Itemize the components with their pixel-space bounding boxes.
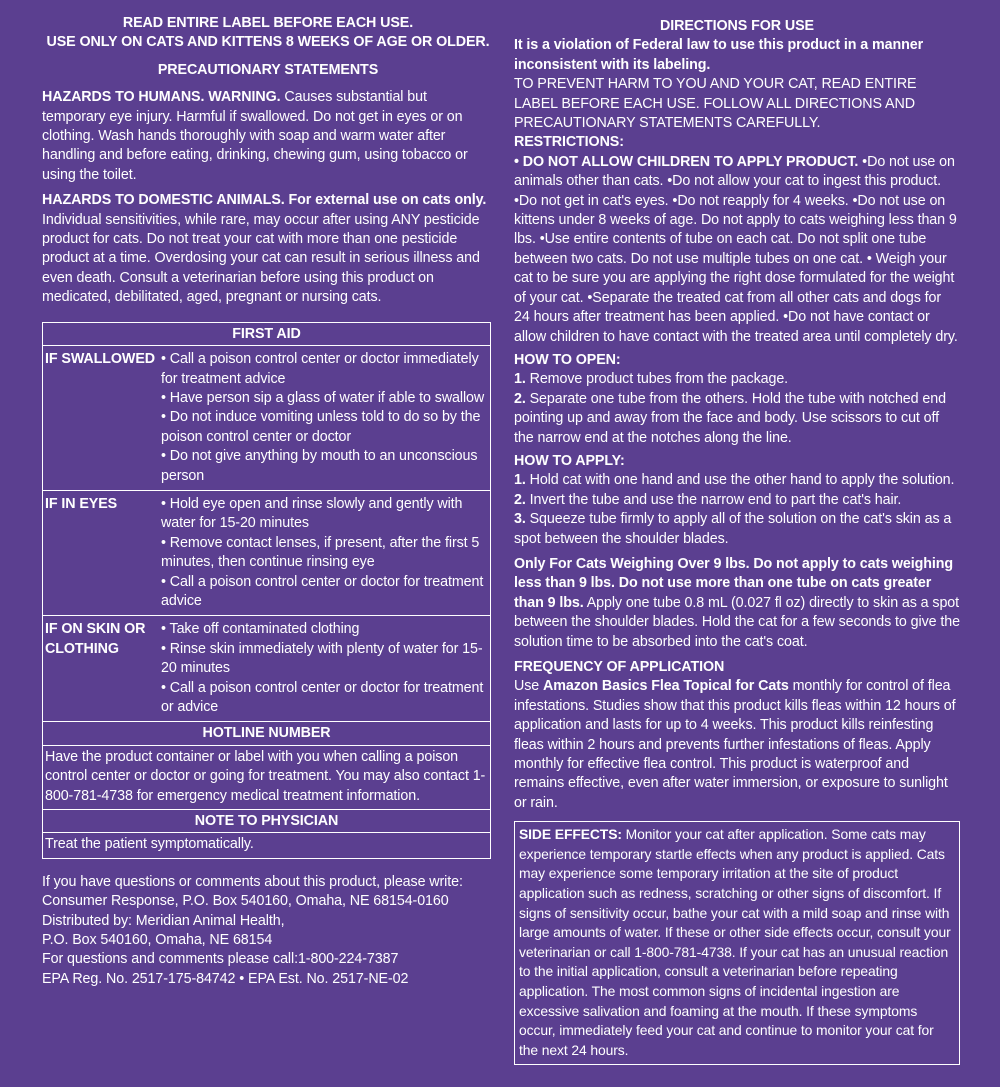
open-step-2	[514, 390, 960, 448]
first-aid-item: • Do not give anything by mouth to an unconscious person	[161, 448, 478, 484]
first-aid-row-swallowed	[43, 346, 490, 491]
first-aid-item: • Remove contact lenses, if present, after the first 5 minutes, then continue rinsing eye	[161, 534, 480, 571]
restrictions-lead: • DO NOT ALLOW CHILDREN TO APPLY PRODUCT.	[514, 153, 859, 170]
side-effects-box	[514, 821, 960, 1065]
hazards-humans-title: HAZARDS TO HUMANS. WARNING.	[42, 89, 281, 106]
apply-step-3	[514, 510, 960, 549]
frequency-body: monthly for control of flea infestations. Studies show that this product kills fleas within 12 hours of application and lasts for up to 4 weeks. This product kills reinfesting fleas within 2 hours and prevents further infestations of fleas. Apply monthly for effective flea control. This product is waterproof and remains effective, even after water immersion, or exposure to sunlight or rain.	[514, 678, 956, 811]
how-to-open-title: HOW TO OPEN:	[514, 351, 621, 368]
first-aid-item: • Call a poison control center or doctor for treatment advice	[161, 573, 484, 609]
step-text: Hold cat with one hand and use the other hand to apply the solution.	[525, 472, 955, 489]
directions-title: DIRECTIONS FOR USE	[660, 18, 814, 34]
left-footer	[42, 873, 494, 989]
step-text: Remove product tubes from the package.	[525, 371, 789, 388]
weight-instructions	[514, 555, 960, 652]
first-aid-label-swallowed: IF SWALLOWED	[45, 351, 155, 368]
first-aid-body-skin	[161, 616, 490, 721]
open-step-1	[514, 370, 960, 389]
how-to-apply-title: HOW TO APPLY:	[514, 452, 625, 469]
apply-step-1	[514, 471, 960, 490]
hotline-text: Have the product container or label with you when calling a poison control center or doctor or going for treatment. You may also contact 1-800-781-4738 for emergency medical treatment information.	[43, 746, 490, 810]
frequency-brand: Amazon Basics Flea Topical for Cats	[543, 678, 789, 695]
left-column	[42, 14, 494, 989]
hazards-humans-text: Causes substantial but temporary eye injury. Harmful if swallowed. Do not get in eyes or on clothing. Wash hands thoroughly with soap and warm water after handling and before eating, drinking, chewing gum, using tobacco or using the toilet.	[42, 89, 468, 183]
step-number: 3.	[514, 511, 526, 528]
hotline-title: HOTLINE NUMBER	[43, 722, 490, 745]
distributed-line-2: P.O. Box 540160, Omaha, NE 68154	[42, 932, 273, 949]
distributed-line-1: Distributed by: Meridian Animal Health,	[42, 912, 285, 929]
first-aid-item: • Have person sip a glass of water if able to swallow	[161, 389, 485, 406]
side-effects-text: Monitor your cat after application. Some cats may experience temporary startle effects when any product is applied. Cats may experience some temporary irritation at the site of product application such as redness, scratching or other signs of discomfort. If signs of sensitivity occur, bathe your cat with a mild soap and rinse with large amounts of water. If these or other side effects occur, consult your veterinarian or call 1-800-781-4738. If your cat has an unusual reaction to the initial application, consult a veterinarian before repeating application. The most common signs of incidental ingestion are excessive salivation and foaming at the mouth. If these symptoms occur, immediately feed your cat and continue to monitor your cat for the next 24 hours.	[519, 826, 951, 1058]
questions-write: If you have questions or comments about this product, please write: Consumer Response, P.O. Box 540160, Omaha, NE 68154-0160	[42, 873, 463, 910]
epa-numbers: EPA Reg. No. 2517-175-84742 • EPA Est. No. 2517-NE-02	[42, 970, 409, 987]
step-text: Squeeze tube firmly to apply all of the solution on the cat's skin as a spot between the shoulder blades.	[514, 511, 952, 547]
physician-text: Treat the patient symptomatically.	[45, 836, 254, 853]
first-aid-item: • Call a poison control center or doctor immediately for treatment advice	[161, 351, 479, 387]
physician-title: NOTE TO PHYSICIAN	[43, 810, 490, 833]
first-aid-label-eyes: IF IN EYES	[45, 495, 118, 512]
frequency-title: FREQUENCY OF APPLICATION	[514, 659, 725, 675]
cats-only-header: USE ONLY ON CATS AND KITTENS 8 WEEKS OF AGE OR OLDER.	[46, 34, 490, 51]
first-aid-row-skin	[43, 616, 490, 722]
restrictions-title: RESTRICTIONS:	[514, 134, 624, 151]
first-aid-table	[42, 322, 491, 859]
prevent-harm-text: TO PREVENT HARM TO YOU AND YOUR CAT, READ ENTIRE LABEL BEFORE EACH USE. FOLLOW ALL DIRECTIONS AND PRECAUTIONARY STATEMENTS CAREFULLY.	[514, 76, 917, 132]
violation-text: It is a violation of Federal law to use this product in a manner inconsistent with its labeling.	[514, 37, 924, 73]
frequency-pre: Use	[514, 678, 543, 695]
read-label-header: READ ENTIRE LABEL BEFORE EACH USE.	[122, 15, 414, 31]
first-aid-item: • Take off contaminated clothing	[161, 621, 360, 638]
first-aid-label-skin: IF ON SKIN OR CLOTHING	[45, 621, 146, 657]
step-text: Invert the tube and use the narrow end to part the cat's hair.	[525, 491, 902, 508]
first-aid-title: FIRST AID	[43, 323, 490, 346]
first-aid-row-eyes	[43, 491, 490, 616]
weight-warning: Only For Cats Weighing Over 9 lbs. Do not apply to cats weighing less than 9 lbs. Do not use more than one tube on cats greater than 9 lbs.	[514, 555, 953, 611]
weight-text: Apply one tube 0.8 mL (0.027 fl oz) directly to skin as a spot between the shoulder blades. Hold the cat for a few seconds to give the solution time to be absorbed into the cat's coat.	[514, 594, 960, 650]
restrictions-body: •Do not use on animals other than cats. •Do not allow your cat to ingest this product. •Do not get in cat's eyes. •Do not reapply for 4 weeks. •Do not use on kittens under 8 weeks of age. Do not apply to cats weighing less than 9 lbs. •Use entire contents of tube on each cat. Do not split one tube between two cats. Do not use multiple tubes on one cat. • Weigh your cat to be sure you are applying the right dose formulated for the weight of your cat. •Separate the treated cat from all other cats and dogs for 24 hours after treatment has been applied. •Do not have contact or allow children to have contact with the treated area until completely dry.	[514, 153, 958, 345]
questions-call: For questions and comments please call:1-800-224-7387	[42, 951, 399, 968]
apply-step-2	[514, 491, 960, 510]
hazards-humans	[42, 88, 494, 185]
right-column	[514, 14, 960, 1065]
hazards-animals-text: Individual sensitivities, while rare, may occur after using ANY pesticide product for cats. Do not treat your cat with more than one pesticide product at a time. Overdosing your cat can result in serious illness and even death. Consult a veterinarian before using this product on medicated, debilitated, aged, pregnant or nursing cats.	[42, 211, 480, 306]
step-text: Separate one tube from the others. Hold the tube with notched end pointing up and away from the face and body. Use scissors to cut off the narrow end at the notches along the line.	[514, 390, 946, 446]
step-number: 2.	[514, 491, 526, 508]
step-number: 2.	[514, 390, 526, 407]
first-aid-item: • Rinse skin immediately with plenty of water for 15-20 minutes	[161, 640, 483, 677]
first-aid-body-swallowed	[161, 346, 490, 490]
first-aid-body-eyes	[161, 491, 490, 615]
precautionary-title: PRECAUTIONARY STATEMENTS	[157, 61, 379, 78]
hazards-animals	[42, 191, 494, 307]
side-effects-title: SIDE EFFECTS:	[519, 826, 622, 843]
hazards-animals-title: HAZARDS TO DOMESTIC ANIMALS. For external use on cats only.	[42, 192, 487, 209]
first-aid-item: • Do not induce vomiting unless told to do so by the poison control center or doctor	[161, 409, 481, 445]
first-aid-item: • Call a poison control center or doctor for treatment or advice	[161, 679, 484, 715]
frequency-text	[514, 677, 960, 813]
step-number: 1.	[514, 472, 526, 489]
step-number: 1.	[514, 371, 526, 388]
restrictions-text	[514, 153, 960, 347]
first-aid-item: • Hold eye open and rinse slowly and gently with water for 15-20 minutes	[161, 495, 463, 532]
